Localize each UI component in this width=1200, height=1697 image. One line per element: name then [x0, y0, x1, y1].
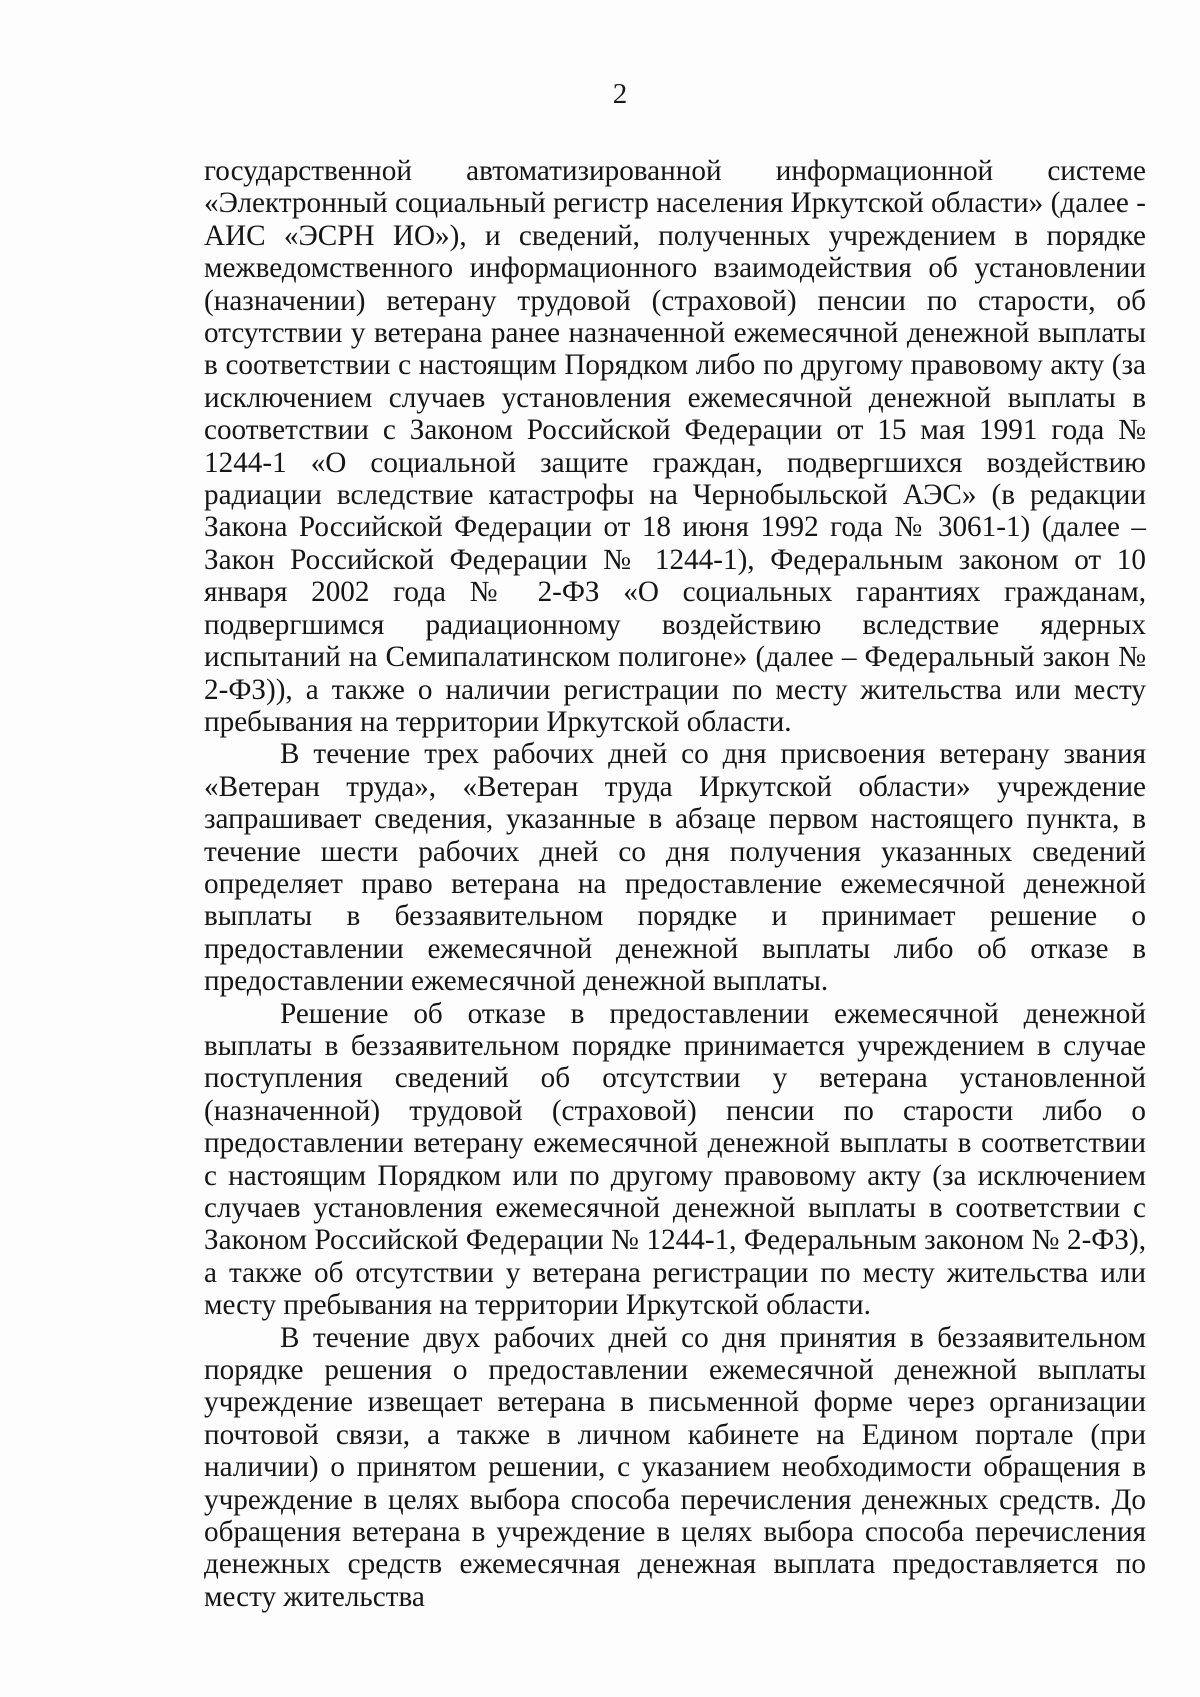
paragraph-veteran-notice: В течение двух рабочих дней со дня принятия в беззаявительном порядке решения о предоставлении ежемесячной денежной выплаты учреждение извещает ветерана в письменной форме через организации почтовой связи, а также в личном кабинете на Едином портале (при наличии) о принятом решении, с указанием необходимости обращения в учреждение в целях выбора способа перечисления денежных средств. До обращения ветерана в учреждение в целях выбора способа перечисления денежных средств ежемесячная денежная выплата предоставляется по месту жительства	[204, 1321, 1146, 1613]
paragraph-notification-period: В течение трех рабочих дней со дня присвоения ветерану звания «Ветеран труда», «Ветеран труда Иркутской области» учреждение запрашивает сведения, указанные в абзаце первом настоящего пункта, в течение шести рабочих дней со дня получения указанных сведений определяет право ветерана на предоставление ежемесячной денежной выплаты в беззаявительном порядке и принимает решение о предоставлении ежемесячной денежной выплаты либо об отказе в предоставлении ежемесячной денежной выплаты.	[204, 738, 1146, 998]
document-body	[204, 155, 1146, 1613]
paragraph-continuation: государственной автоматизированной информационной системе «Электронный социальный регистр населения Иркутской области» (далее - АИС «ЭСРН ИО»), и сведений, полученных учреждением в порядке межведомственного информационного взаимодействия об установлении (назначении) ветерану трудовой (страховой) пенсии по старости, об отсутствии у ветерана ранее назначенной ежемесячной денежной выплаты в соответствии с настоящим Порядком либо по другому правовому акту (за исключением случаев установления ежемесячной денежной выплаты в соответствии с Законом Российской Федерации от 15 мая 1991 года № 1244-1 «О социальной защите граждан, подвергшихся воздействию радиации вследствие катастрофы на Чернобыльской АЭС» (в редакции Закона Российской Федерации от 18 июня 1992 года № 3061-1) (далее – Закон Российской Федерации № 1244-1), Федеральным законом от 10 января 2002 года № 2-ФЗ «О социальных гарантиях гражданам, подвергшимся радиационному воздействию вследствие ядерных испытаний на Семипалатинском полигоне» (далее – Федеральный закон № 2-ФЗ)), а также о наличии регистрации по месту жительства или месту пребывания на территории Иркутской области.	[204, 155, 1146, 738]
page-number: 2	[612, 78, 628, 110]
paragraph-refusal-decision: Решение об отказе в предоставлении ежемесячной денежной выплаты в беззаявительном порядке принимается учреждением в случае поступления сведений об отсутствии у ветерана установленной (назначенной) трудовой (страховой) пенсии по старости либо о предоставлении ветерану ежемесячной денежной выплаты в соответствии с настоящим Порядком или по другому правовому акту (за исключением случаев установления ежемесячной денежной выплаты в соответствии с Законом Российской Федерации № 1244-1, Федеральным законом № 2-ФЗ), а также об отсутствии у ветерана регистрации по месту жительства или месту пребывания на территории Иркутской области.	[204, 997, 1146, 1322]
